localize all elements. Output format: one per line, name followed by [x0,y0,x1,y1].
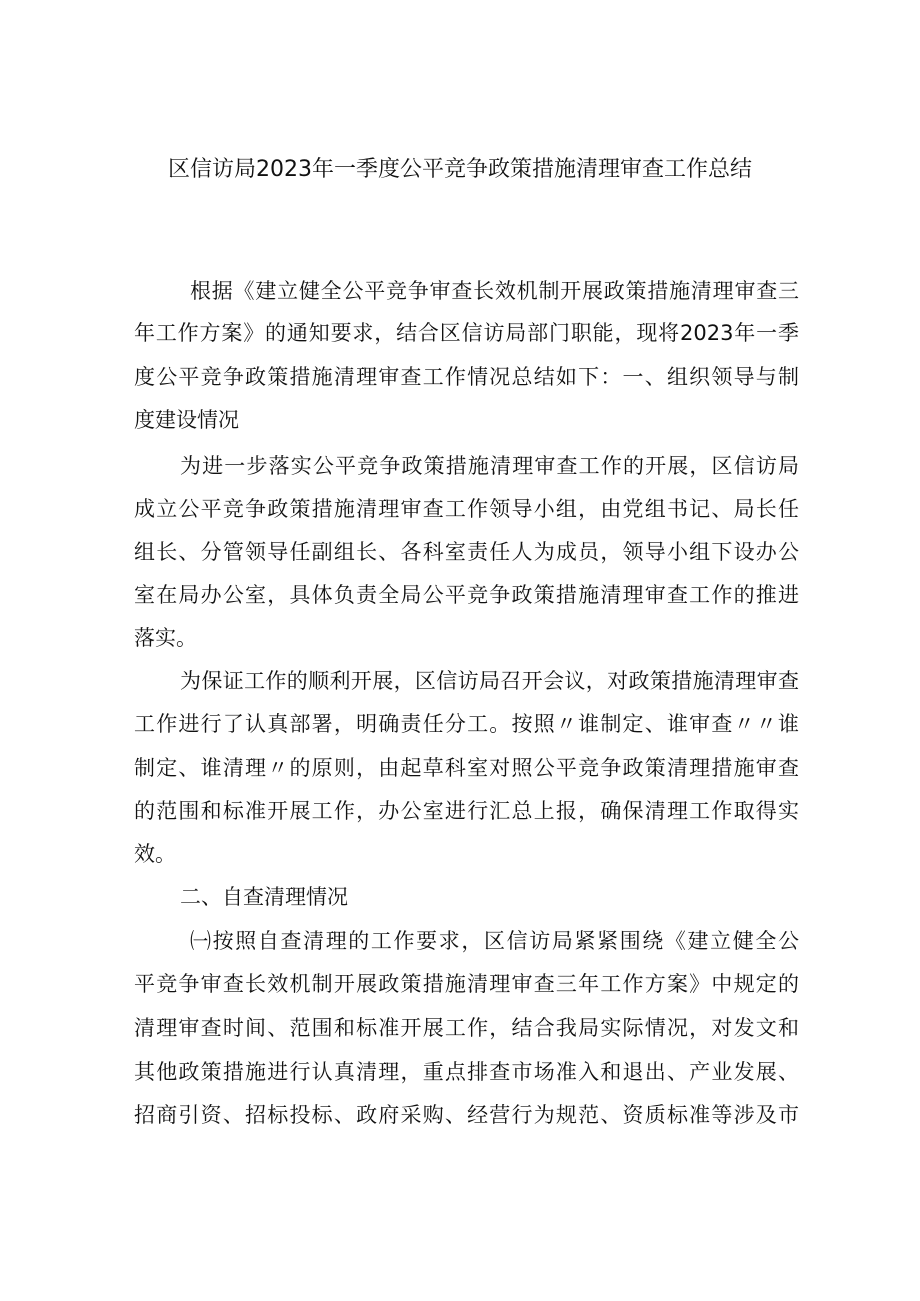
paragraph-line: 招商引资、招标投标、政府采购、经营行为规范、资质标准等涉及市 [134,1103,799,1127]
paragraph-line: 度建设情况 [134,408,239,432]
paragraph-line: ㈠按照自查清理的工作要求，区信访局紧紧围绕《建立健全公 [190,929,799,953]
paragraph-line: 平竞争审查长效机制开展政策措施清理审查三年工作方案》中规定的 [134,972,799,996]
paragraph-line: 度公平竞争政策措施清理审查工作情况总结如下：一、组织领导与制 [134,365,799,389]
paragraph-line: 年工作方案》的通知要求，结合区信访局部门职能，现将2023年一季 [134,321,799,345]
paragraph-line: 清理审查时间、范围和标准开展工作，结合我局实际情况，对发文和 [134,1016,799,1040]
paragraph-line: 工作进行了认真部署，明确责任分工。按照〃谁制定、谁审查〃〃谁 [134,712,799,736]
paragraph-line: 成立公平竞争政策措施清理审查工作领导小组，由党组书记、局长任 [134,497,799,521]
paragraph-line: 效。 [134,842,176,866]
paragraph-line: 为进一步落实公平竞争政策措施清理审查工作的开展，区信访局 [180,454,799,478]
paragraph-line: 制定、谁清理〃的原则，由起草科室对照公平竞争政策清理措施审查 [134,756,799,780]
paragraph-line: 落实。 [134,626,197,650]
paragraph-line: 的范围和标准开展工作，办公室进行汇总上报，确保清理工作取得实 [134,799,799,823]
paragraph-line: 其他政策措施进行认真清理，重点排查市场准入和退出、产业发展、 [134,1060,799,1084]
paragraph-line: 为保证工作的顺利开展，区信访局召开会议，对政策措施清理审查 [180,669,799,693]
document-title: 区信访局2023年一季度公平竞争政策措施清理审查工作总结 [168,157,752,182]
paragraph-line: 室在局办公室，具体负责全局公平竞争政策措施清理审查工作的推进 [134,583,799,607]
paragraph-line: 根据《建立健全公平竞争审查长效机制开展政策措施清理审查三 [190,279,799,303]
paragraph-line: 组长、分管领导任副组长、各科室责任人为成员，领导小组下设办公 [134,540,799,564]
section-heading: 二、自查清理情况 [180,885,348,909]
